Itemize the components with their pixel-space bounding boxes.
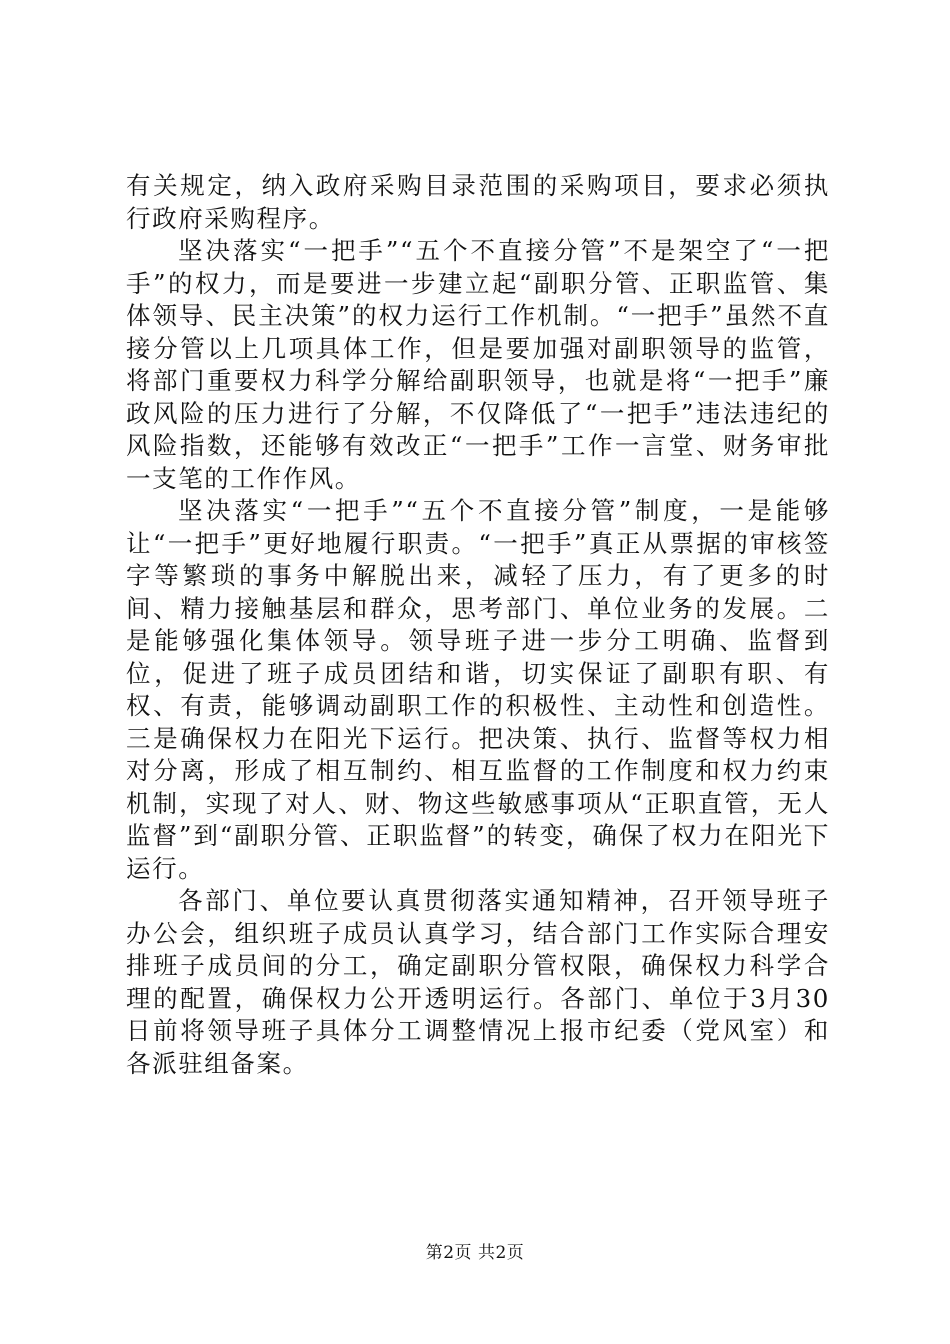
page-number-label: 第2页 共2页 (425, 1243, 525, 1263)
paragraph-continuation: 有关规定，纳入政府采购目录范围的采购项目，要求必须执行政府采购程序。 (126, 171, 830, 233)
paragraph-leader-power: 坚决落实“一把手”“五个不直接分管”不是架空了“一把手”的权力，而是要进一步建立起“副职分管、正职监管、集体领导、民主决策”的权力运行工作机制。“一把手”虽然不直接分管以上几项具体工作，但是要加强对副职领导的监管，将部门重要权力科学分解给副职领导，也就是将“一把手”廉政风险的压力进行了分解，不仅降低了“一把手”违法违纪的风险指数，还能够有效改正“一把手”工作一言堂、财务审批一支笔的工作作风。 (126, 236, 830, 493)
paragraph-system-benefits: 坚决落实“一把手”“五个不直接分管”制度，一是能够让“一把手”更好地履行职责。“一把手”真正从票据的审核签字等繁琐的事务中解脱出来，减轻了压力，有了更多的时间、精力接触基层和群众，思考部门、单位业务的发展。二是能够强化集体领导。领导班子进一步分工明确、监督到位，促进了班子成员团结和谐，切实保证了副职有职、有权、有责，能够调动副职工作的积极性、主动性和创造性。三是确保权力在阳光下运行。把决策、执行、监督等权力相对分离，形成了相互制约、相互监督的工作制度和权力约束机制，实现了对人、财、物这些敏感事项从“正职直管，无人监督”到“副职分管、正职监督”的转变，确保了权力在阳光下运行。 (126, 496, 830, 883)
paragraph-implementation: 各部门、单位要认真贯彻落实通知精神，召开领导班子办公会，组织班子成员认真学习，结合部门工作实际合理安排班子成员间的分工，确定副职分管权限，确保权力科学合理的配置，确保权力公开透明运行。各部门、单位于3月30日前将领导班子具体分工调整情况上报市纪委（党风室）和各派驻组备案。 (126, 886, 830, 1078)
page-footer (0, 1242, 950, 1264)
document-body (126, 170, 830, 1080)
